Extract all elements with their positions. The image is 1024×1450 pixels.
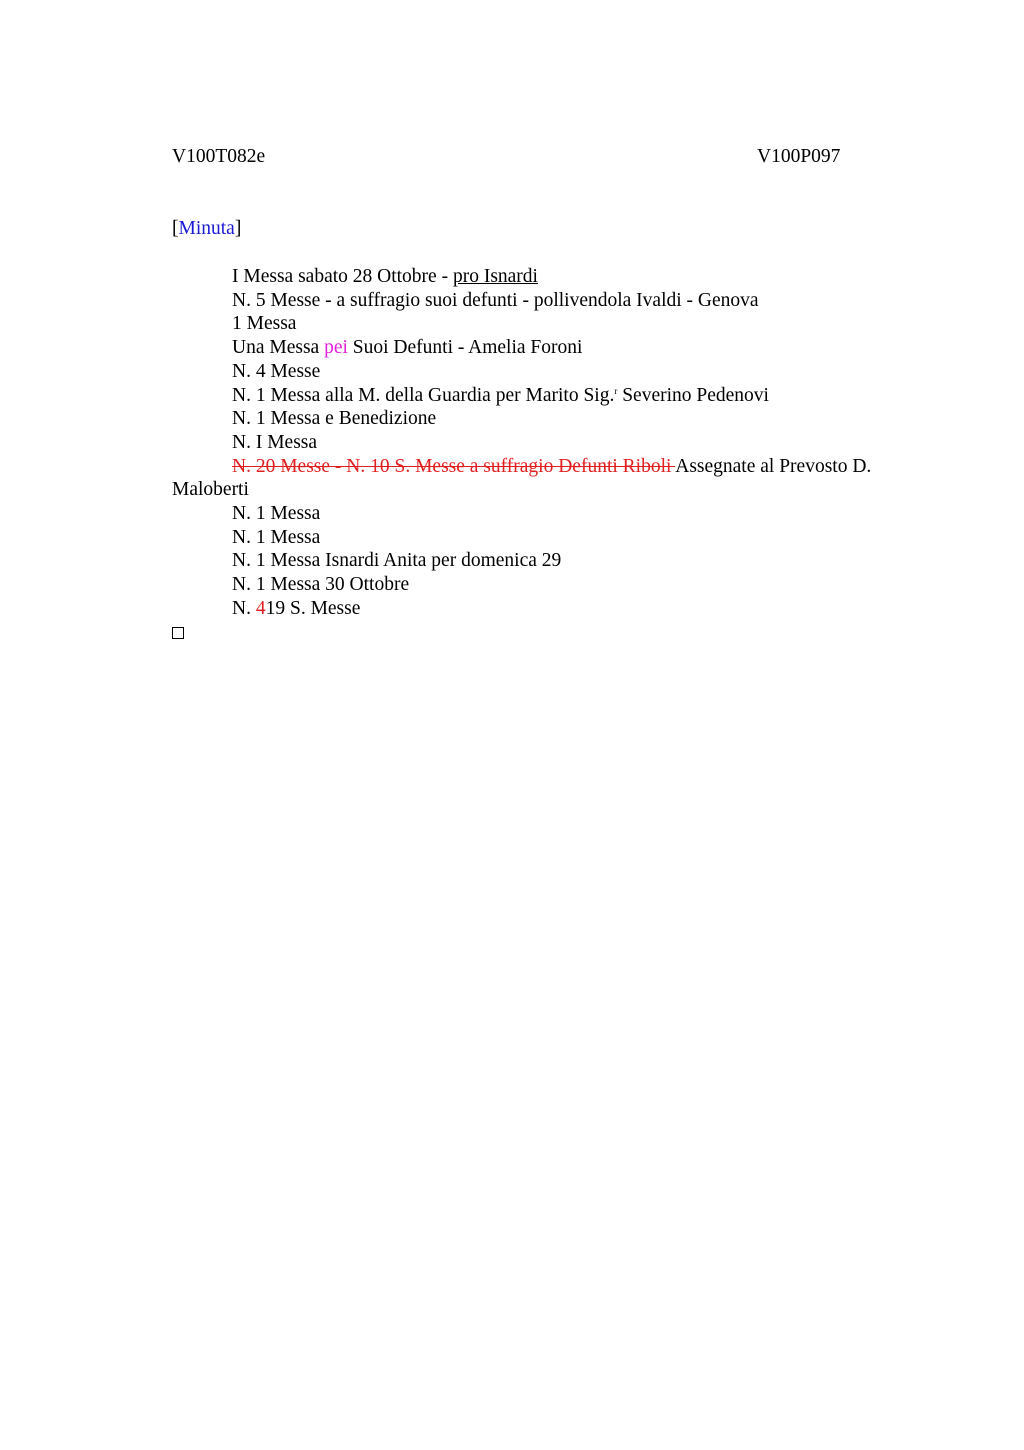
- bracket-open: [: [172, 218, 179, 239]
- highlighted-word: pei: [324, 337, 348, 359]
- list-item: [172, 455, 912, 502]
- list-item: [172, 336, 912, 360]
- list-item: N. 5 Messe - a suffragio suoi defunti - pollivendola Ivaldi - Genova: [232, 289, 759, 311]
- line-text: Una Messa: [232, 337, 325, 359]
- line-text: Assegnate al Prevosto D. Maloberti: [172, 455, 872, 501]
- checkbox-square-icon: [172, 627, 184, 639]
- list-item: N. 1 Messa Isnardi Anita per domenica 29: [232, 550, 562, 572]
- list-item: [172, 597, 912, 621]
- bracket-close: ]: [234, 218, 242, 239]
- list-item: N. 1 Messa 30 Ottobre: [232, 574, 410, 596]
- underlined-text: pro Isnardi: [452, 266, 538, 287]
- minuta-link[interactable]: Minuta: [178, 218, 235, 239]
- line-text: N.: [232, 597, 256, 619]
- line-text: Suoi Defunti - Amelia Foroni: [347, 337, 583, 359]
- superscript: r: [614, 385, 618, 396]
- list-item: N. I Messa: [232, 431, 318, 453]
- list-item: [172, 384, 912, 408]
- list-item: N. 1 Messa: [232, 503, 321, 525]
- list-item: [172, 265, 912, 289]
- list-item: N. 1 Messa: [232, 526, 321, 548]
- header: [172, 145, 912, 169]
- document-code: V100T082e: [172, 146, 266, 167]
- mass-list: [172, 265, 912, 645]
- page-code: V100P097: [757, 146, 841, 167]
- line-text: Severino Pedenovi: [617, 384, 769, 406]
- list-item: N. 1 Messa e Benedizione: [232, 408, 437, 430]
- list-item: 1 Messa: [232, 313, 297, 335]
- deleted-text: N. 20 Messe - N. 10 S. Messe a suffragio Defunti Riboli: [232, 455, 676, 477]
- line-text: I Messa sabato 28 Ottobre -: [232, 266, 453, 287]
- document-page: [172, 145, 912, 619]
- line-text: 19 S. Messe: [265, 597, 361, 619]
- line-text: N. 1 Messa alla M. della Guardia per Marito Sig.: [232, 384, 615, 406]
- list-item: N. 4 Messe: [232, 360, 321, 382]
- minuta-label: [172, 217, 241, 241]
- corrected-digit: 4: [255, 597, 266, 619]
